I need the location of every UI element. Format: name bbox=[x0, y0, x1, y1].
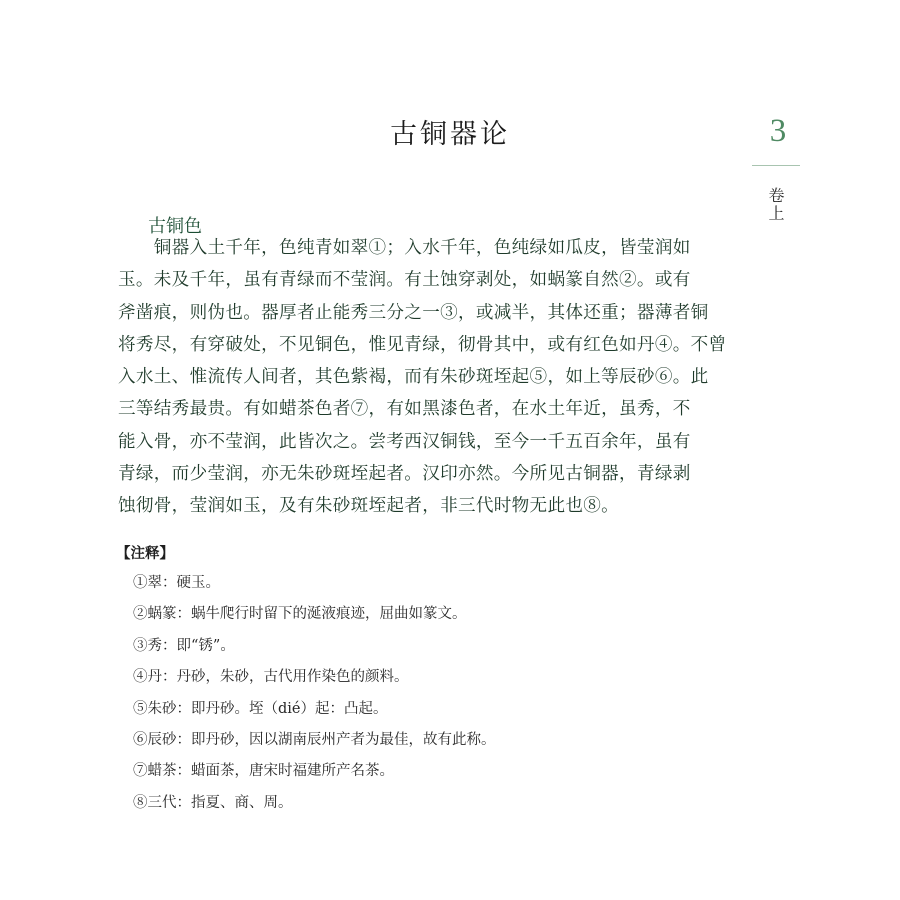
body-line: 青绿，而少莹润，亦无朱砂斑垤起者。汉印亦然。今所见古铜器，青绿剥 bbox=[118, 464, 691, 485]
body-line: 斧凿痕，则伪也。器厚者止能秀三分之一③，或减半，其体还重；器薄者铜 bbox=[118, 302, 709, 323]
body-line: 铜器入土千年，色纯青如翠①；入水千年，色纯绿如瓜皮，皆莹润如 bbox=[118, 238, 691, 258]
body-line: 将秀尽，有穿破处，不见铜色，惟见青绿，彻骨其中，或有红色如丹④。不曾 bbox=[118, 334, 727, 355]
note-item: ①翠：硬玉。 bbox=[133, 575, 220, 591]
volume-label: 卷上 bbox=[766, 187, 785, 223]
note-item: ⑦蜡茶：蜡面茶，唐宋时福建所产名茶。 bbox=[133, 763, 394, 780]
body-line: 能入骨，亦不莹润，此皆次之。尝考西汉铜钱，至今一千五百余年，虽有 bbox=[118, 431, 691, 452]
body-line: 玉。未及千年，虽有青绿而不莹润。有土蚀穿剥处，如蜗篆自然②。或有 bbox=[118, 270, 691, 291]
body-line: 三等结秀最贵。有如蜡茶色者⑦，有如黑漆色者，在水土年近，虽秀，不 bbox=[118, 399, 691, 420]
section-heading: 古铜色 bbox=[148, 216, 202, 237]
body-line: 蚀彻骨，莹润如玉，及有朱砂斑垤起者，非三代时物无此也⑧。 bbox=[118, 496, 620, 517]
note-item: ⑥辰砂：即丹砂，因以湖南辰州产者为最佳，故有此称。 bbox=[133, 731, 496, 748]
page-number: 3 bbox=[769, 113, 787, 149]
note-item: ②蜗篆：蜗牛爬行时留下的涎液痕迹，屈曲如篆文。 bbox=[133, 606, 467, 623]
body-paragraph bbox=[118, 232, 727, 523]
notes-list bbox=[133, 568, 496, 819]
note-item: ③秀：即“锈”。 bbox=[133, 637, 235, 654]
body-line: 入水土、惟流传人间者，其色紫褐，而有朱砂斑垤起⑤，如上等辰砂⑥。此 bbox=[118, 367, 709, 388]
note-item: ⑤朱砂：即丹砂。垤（dié）起：凸起。 bbox=[133, 700, 388, 717]
notes-heading: 【注释】 bbox=[116, 546, 174, 562]
side-divider bbox=[752, 165, 800, 166]
note-item: ④丹：丹砂，朱砂，古代用作染色的颜料。 bbox=[133, 669, 409, 686]
note-item: ⑧三代：指夏、商、周。 bbox=[133, 794, 293, 811]
page-title: 古铜器论 bbox=[390, 119, 510, 150]
